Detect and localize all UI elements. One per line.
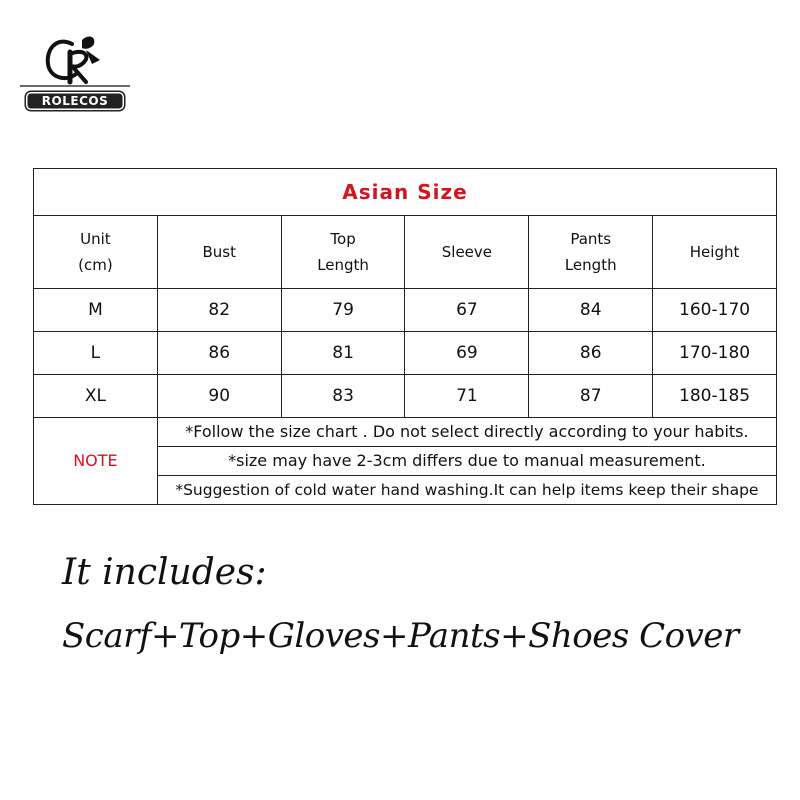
- sleeve-cell: 71: [405, 375, 529, 418]
- table-row: [34, 332, 777, 375]
- top-length-cell: 83: [281, 375, 405, 418]
- header-unit: Unit (cm): [34, 216, 158, 289]
- height-cell: 160-170: [653, 289, 777, 332]
- brand-wordmark: ROLECOS: [26, 92, 124, 110]
- header-top-length: Top Length: [281, 216, 405, 289]
- height-cell: 170-180: [653, 332, 777, 375]
- header-bust: Bust: [157, 216, 281, 289]
- included-items: Scarf+Top+Gloves+Pants+Shoes Cover: [62, 616, 739, 656]
- size-cell: XL: [34, 375, 158, 418]
- table-header-row: [34, 216, 777, 289]
- pants-length-cell: 86: [529, 332, 653, 375]
- table-row: [34, 289, 777, 332]
- header-pants-length: Pants Length: [529, 216, 653, 289]
- pants-length-cell: 87: [529, 375, 653, 418]
- size-cell: M: [34, 289, 158, 332]
- note-text: *Follow the size chart . Do not select directly according to your habits.: [157, 418, 776, 447]
- note-text: *Suggestion of cold water hand washing.It can help items keep their shape: [157, 476, 776, 505]
- bust-cell: 90: [157, 375, 281, 418]
- bust-cell: 86: [157, 332, 281, 375]
- top-length-cell: 81: [281, 332, 405, 375]
- size-cell: L: [34, 332, 158, 375]
- note-row: [34, 418, 777, 447]
- note-label: NOTE: [34, 418, 158, 505]
- bust-cell: 82: [157, 289, 281, 332]
- header-height: Height: [653, 216, 777, 289]
- top-length-cell: 79: [281, 289, 405, 332]
- header-sleeve: Sleeve: [405, 216, 529, 289]
- height-cell: 180-185: [653, 375, 777, 418]
- sleeve-cell: 69: [405, 332, 529, 375]
- table-row: [34, 375, 777, 418]
- size-chart-title: Asian Size: [34, 169, 777, 216]
- logo-mark-icon: [20, 30, 130, 90]
- includes-heading: It includes:: [62, 552, 267, 593]
- size-chart-table: [33, 168, 777, 505]
- pants-length-cell: 84: [529, 289, 653, 332]
- note-text: *size may have 2-3cm differs due to manual measurement.: [157, 447, 776, 476]
- sleeve-cell: 67: [405, 289, 529, 332]
- brand-logo: [20, 30, 130, 120]
